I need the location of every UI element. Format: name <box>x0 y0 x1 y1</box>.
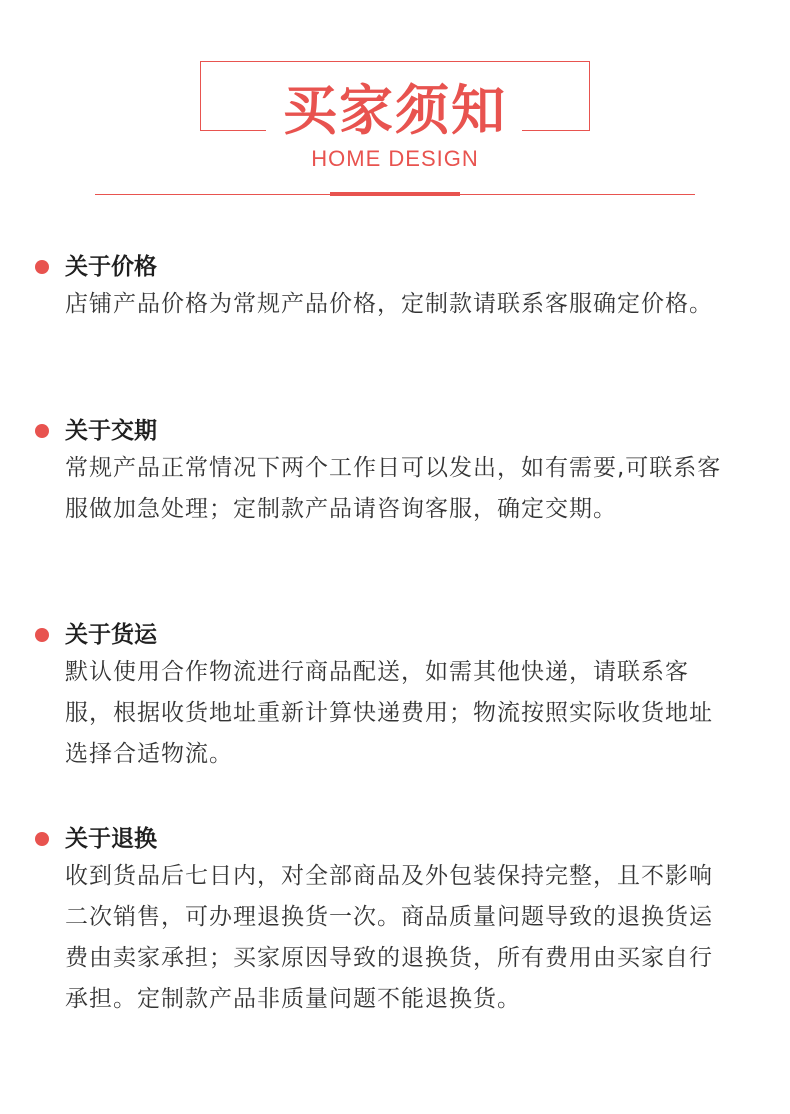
bullet-dot-icon <box>35 424 49 438</box>
section-title: 关于价格 <box>65 254 157 280</box>
section-title: 关于交期 <box>65 418 157 444</box>
bullet-dot-icon <box>35 260 49 274</box>
section-delivery <box>35 414 735 530</box>
page-header <box>0 0 790 200</box>
section-body: 店铺产品价格为常规产品价格，定制款请联系客服确定价格。 <box>65 291 713 317</box>
title-frame-bottom-right <box>520 130 590 131</box>
section-title: 关于退换 <box>65 826 157 852</box>
section-shipping <box>35 618 735 775</box>
section-heading <box>35 414 735 448</box>
section-price <box>35 250 735 325</box>
section-body: 常规产品正常情况下两个工作日可以发出，如有需要,可联系客服做加急处理；定制款产品请咨询客服，确定交期。 <box>65 455 722 522</box>
section-returns <box>35 822 735 1020</box>
section-body: 收到货品后七日内，对全部商品及外包装保持完整，且不影响二次销售，可办理退换货一次。商品质量问题导致的退换货运费由卖家承担；买家原因导致的退换货，所有费用由买家自行承担。定制款产品非质量问题不能退换货。 <box>65 863 713 1012</box>
section-title: 关于货运 <box>65 622 157 648</box>
section-heading <box>35 618 735 652</box>
page-subtitle: HOME DESIGN <box>311 146 479 171</box>
section-heading <box>35 822 735 856</box>
header-divider-accent <box>330 192 460 196</box>
page-title: 买家须知 <box>268 76 522 146</box>
bullet-dot-icon <box>35 832 49 846</box>
bullet-dot-icon <box>35 628 49 642</box>
section-body: 默认使用合作物流进行商品配送，如需其他快递，请联系客服，根据收货地址重新计算快递费用；物流按照实际收货地址选择合适物流。 <box>65 659 713 767</box>
section-heading <box>35 250 735 284</box>
title-frame-bottom-left <box>200 130 266 131</box>
